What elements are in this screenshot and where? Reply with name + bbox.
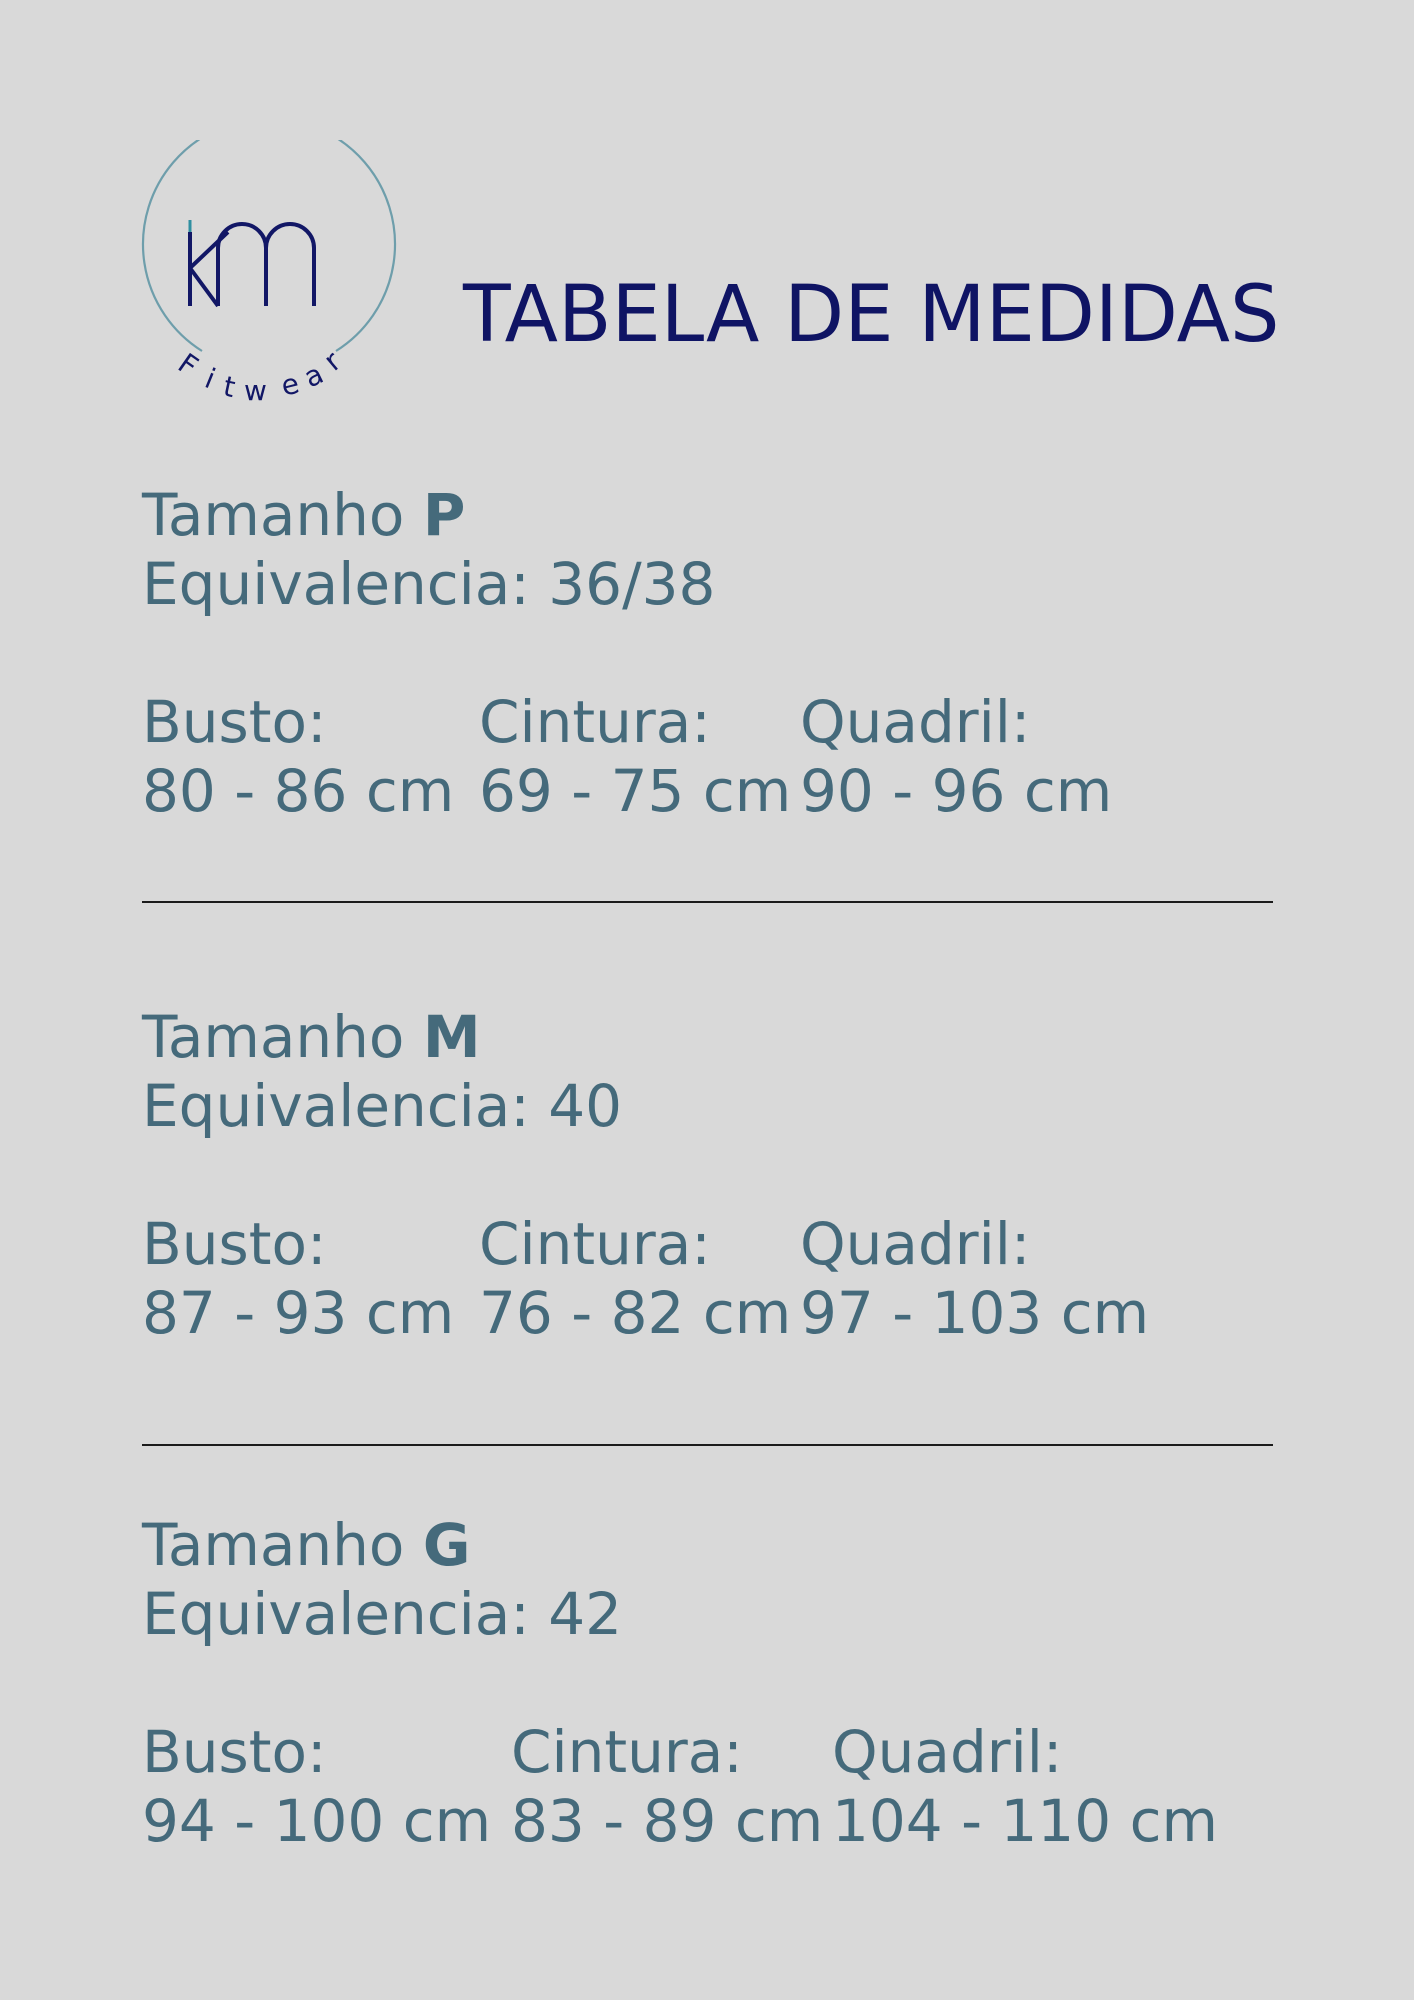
svg-text:i: i xyxy=(200,361,220,396)
size-heading xyxy=(142,481,1292,550)
measure-label: Quadril: xyxy=(800,1210,1031,1278)
size-block-m xyxy=(142,1003,1292,1350)
measure-value: 80 - 86 cm xyxy=(142,757,455,825)
km-fitwear-logo xyxy=(140,140,400,410)
svg-text:e: e xyxy=(277,366,303,403)
measures-row xyxy=(142,1718,1292,1858)
measure-hip xyxy=(800,688,1112,826)
measure-bust xyxy=(142,688,454,826)
measure-value: 87 - 93 cm xyxy=(142,1279,455,1347)
measure-hip xyxy=(832,1718,1218,1856)
size-equivalence: Equivalencia: 42 xyxy=(142,1580,623,1648)
svg-text:a: a xyxy=(298,357,329,395)
page-title: TABELA DE MEDIDAS xyxy=(463,270,1280,360)
measure-waist xyxy=(511,1718,823,1856)
measure-value: 97 - 103 cm xyxy=(800,1279,1150,1347)
size-block-p xyxy=(142,481,1292,828)
divider xyxy=(142,1444,1273,1446)
size-equivalence: Equivalencia: 36/38 xyxy=(142,550,716,618)
measure-value: 90 - 96 cm xyxy=(800,757,1113,825)
measure-label: Cintura: xyxy=(479,688,711,756)
measure-value: 94 - 100 cm xyxy=(142,1787,492,1855)
size-block-g xyxy=(142,1511,1292,1858)
size-prefix: Tamanho xyxy=(142,1511,405,1579)
measure-bust xyxy=(142,1718,491,1856)
size-code: G xyxy=(422,1511,471,1579)
svg-text:r: r xyxy=(317,344,348,378)
measure-waist xyxy=(479,688,791,826)
measure-label: Quadril: xyxy=(832,1718,1063,1786)
size-prefix: Tamanho xyxy=(142,1003,405,1071)
size-heading xyxy=(142,1003,1292,1072)
measure-label: Quadril: xyxy=(800,688,1031,756)
size-equivalence: Equivalencia: 40 xyxy=(142,1072,623,1140)
measure-label: Cintura: xyxy=(479,1210,711,1278)
measures-row xyxy=(142,688,1292,828)
size-heading xyxy=(142,1511,1292,1580)
size-code: M xyxy=(422,1003,481,1071)
size-prefix: Tamanho xyxy=(142,481,405,549)
measure-bust xyxy=(142,1210,454,1348)
svg-text:w: w xyxy=(244,374,267,407)
measure-value: 83 - 89 cm xyxy=(511,1787,824,1855)
measures-row xyxy=(142,1210,1292,1350)
svg-text:F: F xyxy=(171,346,205,383)
measure-label: Busto: xyxy=(142,688,327,756)
measure-hip xyxy=(800,1210,1149,1348)
measure-label: Busto: xyxy=(142,1210,327,1278)
divider xyxy=(142,901,1273,903)
measure-value: 76 - 82 cm xyxy=(479,1279,792,1347)
size-code: P xyxy=(422,481,466,549)
measure-value: 104 - 110 cm xyxy=(832,1787,1219,1855)
svg-text:t: t xyxy=(220,369,239,405)
measure-value: 69 - 75 cm xyxy=(479,757,792,825)
measure-label: Busto: xyxy=(142,1718,327,1786)
measure-label: Cintura: xyxy=(511,1718,743,1786)
measure-waist xyxy=(479,1210,791,1348)
